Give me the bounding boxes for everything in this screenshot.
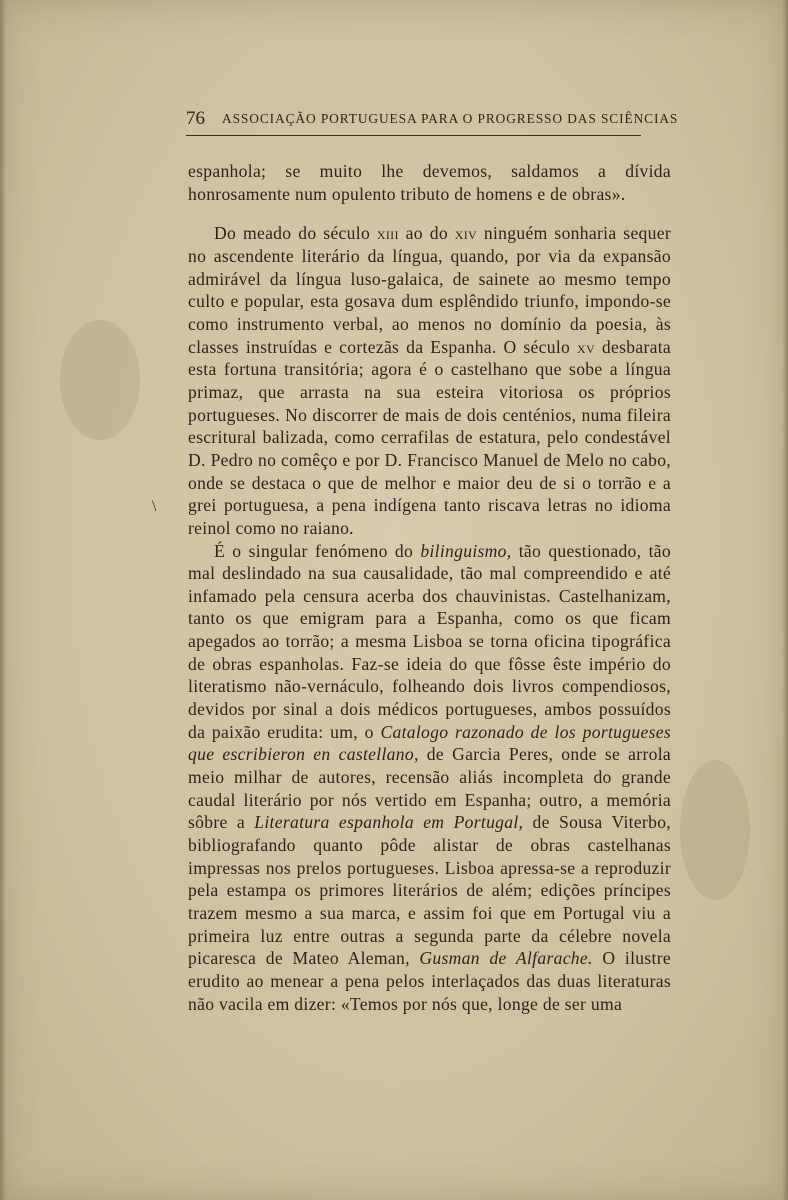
text-run: de Garcia Peres, onde se arrola meio milhar de autores, recensão aliás incompleta do grande caudal literário por nós vertido em Espanha; outro, a memória sôbre a (188, 744, 672, 833)
body-text (188, 160, 671, 1015)
roman-numeral: xv (577, 336, 595, 357)
book-title: Literatura espanhola em Portugal, (254, 812, 524, 833)
text-run: desbarata esta fortuna transitória; agora é o castelhano que sobe a língua primaz, que arrasta na sua esteira vitoriosa os próprios portugueses. No discorrer de mais de dois centénios, numa fileira escritural balizada, como cerrafilas de estatura, pelo condestável D. Pedro no comêço e por D. Francisco Manuel de Melo no cabo, onde se destaca o que de melhor e maior deu de si o torrão e a grei portuguesa, a pena indígena tanto riscava letras no idioma reinol como no raiano. (188, 336, 672, 538)
running-header (186, 108, 679, 132)
header-rule (186, 135, 641, 136)
italic-term: bilinguismo (420, 540, 507, 561)
text-run: ao do (398, 223, 455, 244)
roman-numeral: xiii (376, 223, 399, 244)
page-edge-left (0, 0, 6, 1200)
text-run: O ilustre erudito ao menear a pena pelos interlaçados das duas literaturas não vacila em dizer: «Temos por nós que, longe de ser uma (188, 948, 671, 1014)
page-number: 76 (186, 108, 205, 129)
text-run: É o singular fenómeno do (214, 540, 421, 561)
roman-numeral: xiv (454, 223, 478, 244)
book-title: Gusman de Alfarache. (419, 948, 593, 969)
paragraph (188, 540, 671, 1016)
running-head-title: ASSOCIAÇÃO PORTUGUESA PARA O PROGRESSO DAS SCIÊNCIAS (222, 111, 679, 126)
text-run: de Sousa Viterbo, bibliografando quanto pôde alistar de obras castelhanas impressas nos prelos portugueses. Lisboa apressa-se a reproduzir pela estampa os primores literários de além; edições príncipes trazem mesmo a sua marca, e assim foi que em Portugal viu a primeira luz entre outras a segunda parte da célebre novela picaresca de Mateo Aleman, (188, 812, 671, 969)
paragraph (188, 222, 671, 539)
book-title: Catalogo razonado de los portugueses que escribieron en castellano, (188, 721, 671, 765)
text-run: ninguém sonharia sequer no ascendente literário da língua, quando, por via da expansão admirável da língua luso-galaica, de sainete ao mesmo tempo culto e popular, esta gosava dum esplêndido triunfo, impondo-se como instrumento verbal, ao menos no domínio da poesia, às classes instruídas e cortezãs da Espanha. O século (188, 223, 672, 357)
text-run: Do meado do século (214, 223, 377, 244)
paper-stain (680, 760, 750, 900)
margin-mark: \ (152, 498, 157, 515)
paragraph-continuation: espanhola; se muito lhe devemos, saldamos a dívida honrosamente num opulento tributo de homens e de obras». (188, 161, 671, 204)
paper-stain (60, 320, 140, 440)
page-edge-right (782, 0, 788, 1200)
text-run: , tão questionado, tão mal deslindado na sua causalidade, tão mal compreendido e até infamado pela censura acerba dos chauvinistas. Castelhanizam, tanto os que emigram para a Espanha, como os que ficam apegados ao torrão; a mesma Lisboa se torna oficina tipográfica de obras espanholas. Faz-se ideia do que fôsse êste império do literatismo não-vernáculo, folheando dois livros compendiosos, devidos por sinal a dois médicos portugueses, ambos possuídos da paixão erudita: um, o (188, 540, 671, 742)
